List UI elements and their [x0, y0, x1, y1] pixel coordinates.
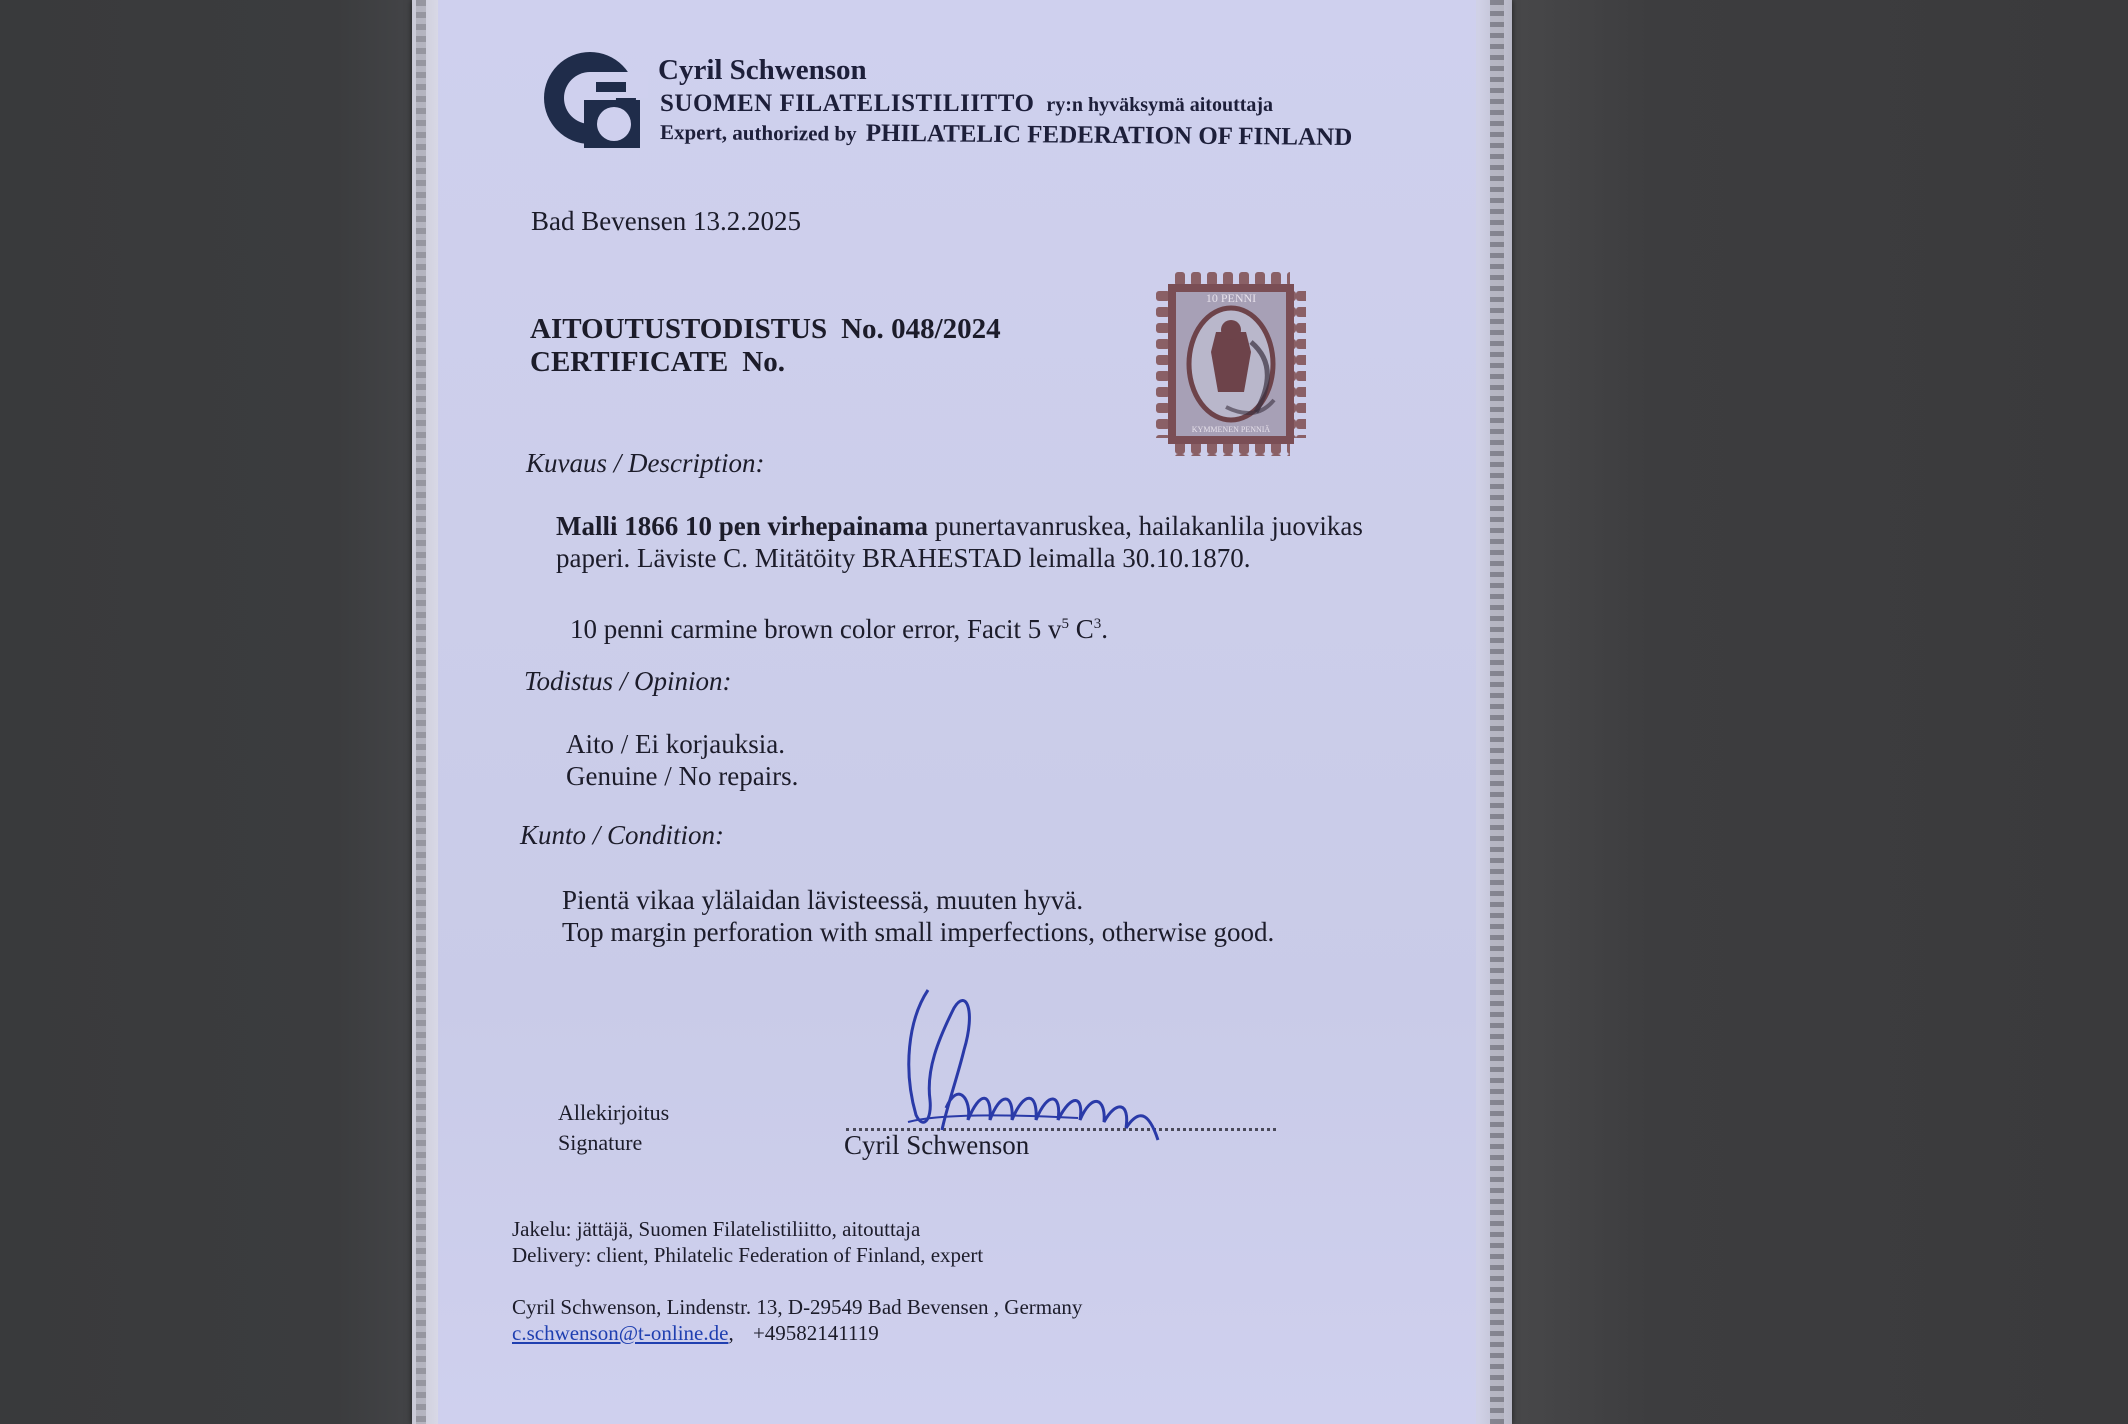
opinion-fi: Aito / Ei korjauksia.	[566, 729, 785, 759]
place-and-date: Bad Bevensen 13.2.2025	[531, 206, 801, 236]
federation-fi-suffix: ry:n hyväksymä aitouttaja	[1046, 94, 1274, 116]
condition-text	[562, 884, 1274, 948]
dark-background-right	[1488, 0, 2128, 1424]
contact-phone: +49582141119	[752, 1321, 879, 1345]
expert-prefix: Expert, authorized by	[659, 120, 857, 146]
federation-fi: SUOMEN FILATELISTILIITTO	[660, 90, 1035, 117]
certificate-number: 048/2024	[891, 313, 1001, 345]
signature-label-en: Signature	[558, 1130, 643, 1155]
federation-fi-line	[660, 90, 1273, 118]
certificate-no-label: No.	[841, 313, 884, 345]
description-fi-bold: Malli 1866 10 pen virhepainama	[556, 511, 929, 541]
signatory-name: Cyril Schwenson	[844, 1130, 1030, 1160]
condition-en: Top margin perforation with small imperfections, otherwise good.	[562, 917, 1275, 947]
delivery-en: Delivery: client, Philatelic Federation of Finland, expert	[512, 1243, 984, 1267]
contact-block: Cyril Schwenson, Lindenstr. 13, D-29549 Bad Bevensen , Germany c.schwenson@t-online.de, +49582141119	[512, 1295, 1083, 1345]
certificate-number-block	[530, 313, 1001, 379]
condition-label: Kunto / Condition:	[520, 820, 725, 850]
expert-logo-icon	[538, 42, 648, 152]
contact-email-link[interactable]: c.schwenson@t-online.de	[512, 1321, 729, 1345]
dark-background-left	[0, 0, 420, 1424]
certificate-no-label-en: No.	[742, 346, 785, 378]
signature-label	[558, 1098, 669, 1158]
opinion-label: Todistus / Opinion:	[524, 666, 732, 696]
postage-stamp-image	[1156, 272, 1306, 456]
condition-fi: Pientä vikaa ylälaidan lävisteessä, muuten hyvä.	[562, 885, 1084, 915]
description-en: 10 penni carmine brown color error, Facit 5 $v^5$ $C^3$.	[570, 614, 1109, 644]
expert-name: Cyril Schwenson	[658, 54, 867, 86]
delivery-fi: Jakelu: jättäjä, Suomen Filatelistiliitto, aitouttaja	[512, 1217, 921, 1241]
stamp-top-text: 10 PENNI	[1205, 291, 1257, 305]
certificate-title-fi: AITOUTUSTODISTUS	[530, 313, 828, 345]
description-fi	[556, 510, 1363, 574]
delivery-block	[512, 1216, 983, 1268]
sleeve-edge-right	[1490, 0, 1504, 1424]
contact-address: Cyril Schwenson, Lindenstr. 13, D-29549 Bad Bevensen , Germany	[512, 1295, 1083, 1319]
description-fi-rest: punertavanruskea, hailakanlila juovikas	[928, 511, 1363, 541]
federation-en-line	[660, 118, 1352, 152]
opinion-en: Genuine / No repairs.	[566, 761, 799, 791]
description-label: Kuvaus / Description:	[526, 448, 765, 478]
certificate-document	[438, 0, 1476, 1424]
federation-en: PHILATELIC FEDERATION OF FINLAND	[865, 119, 1353, 152]
sleeve-edge-left	[416, 0, 426, 1424]
signature-label-fi: Allekirjoitus	[558, 1100, 670, 1125]
description-fi-line2: paperi. Läviste C. Mitätöity BRAHESTAD leimalla 30.10.1870.	[556, 543, 1251, 573]
certificate-title-en: CERTIFICATE	[530, 346, 729, 378]
opinion-text	[566, 728, 798, 792]
stamp-bottom-text: KYMMENEN PENNIÄ	[1191, 425, 1271, 434]
